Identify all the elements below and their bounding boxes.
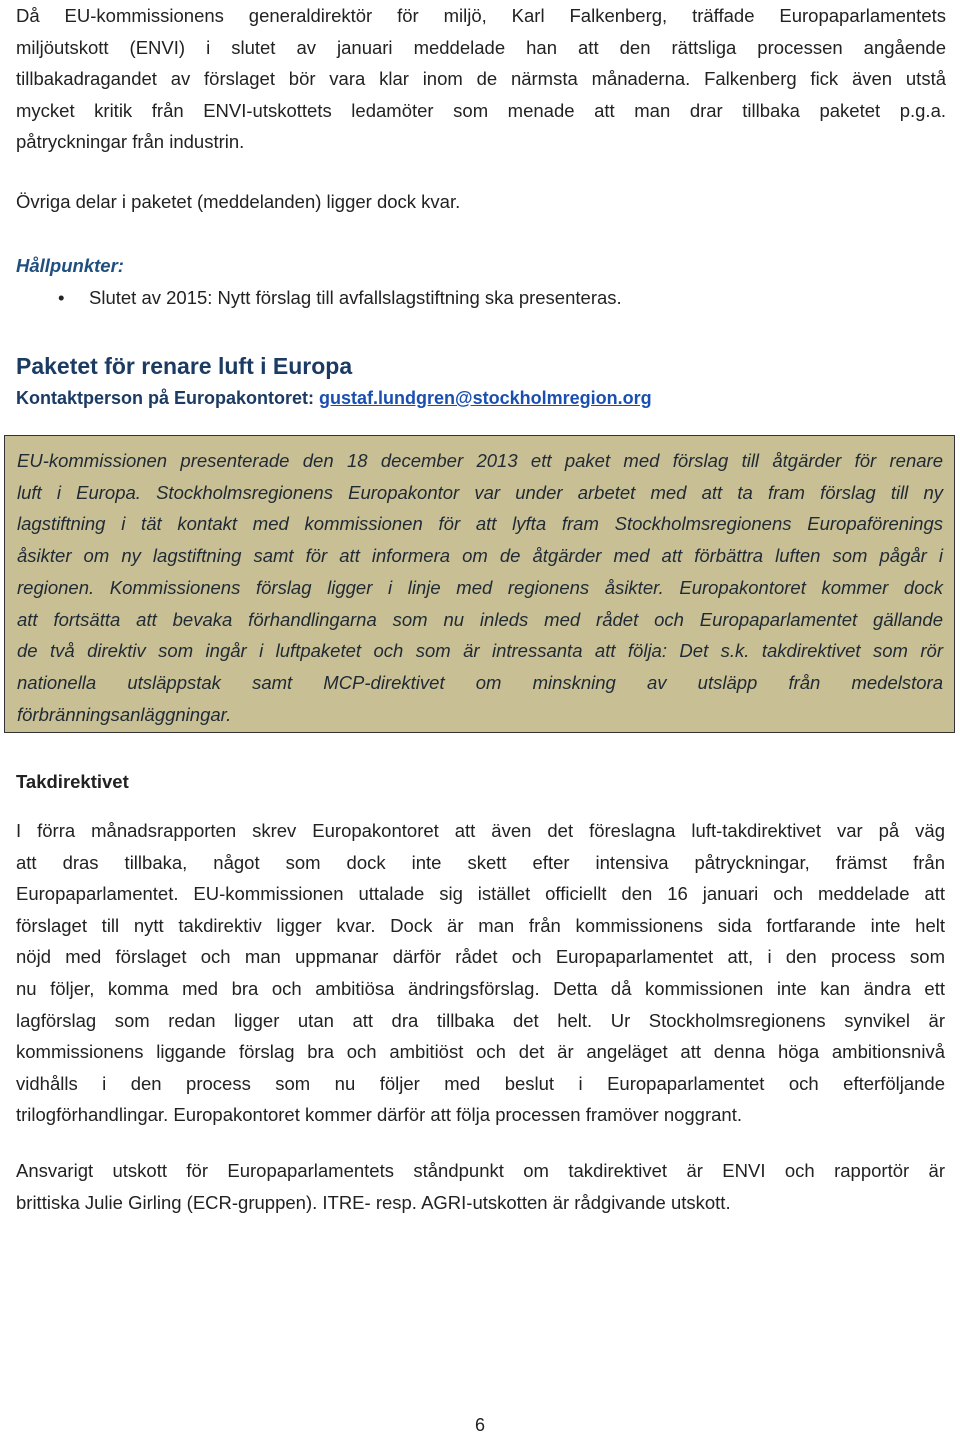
summary-line: luft i Europa. Stockholmsregionens Europakontor var under arbetet med att ta fram förslag till ny <box>17 481 943 503</box>
summary-box <box>4 435 955 733</box>
body-line: Europaparlamentet. EU-kommissionen uttalade sig istället officiellt den 16 januari och meddelade att <box>16 883 945 905</box>
intro-line: mycket kritik från ENVI-utskottets ledamöter som menade att man drar tillbaka paketet p.g.a. <box>16 99 946 121</box>
page-number: 6 <box>474 1415 485 1435</box>
contact-person-line <box>16 383 652 413</box>
intro-line: miljöutskott (ENVI) i slutet av januari meddelade han att den rättsliga processen angående <box>16 36 946 58</box>
body-line: nöjd med förslaget och man uppmanar därför rådet och Europaparlamentet att, i den process som <box>16 946 945 968</box>
intro-line: Då EU-kommissionens generaldirektör för miljö, Karl Falkenberg, träffade Europaparlamentets <box>16 5 946 26</box>
intro-paragraph <box>16 0 946 158</box>
body-line: Ansvarigt utskott för Europaparlamentets ståndpunkt om takdirektivet är ENVI och rapportör är <box>16 1160 945 1181</box>
section-title: Paketet för renare luft i Europa <box>16 353 353 379</box>
summary-box-text <box>17 445 943 730</box>
responsible-committee-paragraph <box>16 1155 945 1218</box>
intro-line: påtryckningar från industrin. <box>16 131 245 152</box>
takdirektivet-paragraph <box>16 815 945 1131</box>
takdirektivet-heading: Takdirektivet <box>16 771 129 792</box>
remaining-parts-note: Övriga delar i paketet (meddelanden) ligger dock kvar. <box>16 191 461 212</box>
summary-line: nationella utsläppstak samt MCP-direktivet om minskning av utsläpp från medelstora <box>17 671 943 693</box>
body-line: kommissionens liggande förslag bra och ambitiöst och det är angeläget att denna höga ambitionsnivå <box>16 1041 945 1063</box>
contact-label: Kontaktperson på Europakontoret: <box>16 388 315 408</box>
summary-line: åsikter om ny lagstiftning samt för att informera om de åtgärder med att förbättra luften som pågår i <box>17 545 943 567</box>
body-line: nu följer, komma med bra och ambitiösa ändringsförslag. Detta då kommissionen inte kan ändra ett <box>16 977 945 999</box>
bullet-icon: • <box>58 287 65 308</box>
summary-line: EU-kommissionen presenterade den 18 december 2013 ett paket med förslag till åtgärder för renare <box>17 450 943 471</box>
body-line: lagförslag som redan ligger utan att dra tillbaka det helt. Ur Stockholmsregionens synvikel är <box>16 1009 945 1031</box>
intro-line: tillbakadragandet av förslaget bör vara klar inom de närmsta månaderna. Falkenberg fick även utstå <box>16 68 946 89</box>
summary-line: att fortsätta att bevaka förhandlingarna som nu inleds med rådet och Europaparlamentet gällande <box>17 608 943 630</box>
body-line: brittiska Julie Girling (ECR-gruppen). ITRE- resp. AGRI-utskotten är rådgivande utskott. <box>16 1191 731 1213</box>
summary-line: förbränningsanläggningar. <box>17 703 232 725</box>
body-line: att dras tillbaka, något som dock inte skett efter intensiva påtryckningar, främst från <box>16 851 945 873</box>
body-line: trilogförhandlingar. Europakontoret kommer därför att följa processen framöver noggrant. <box>16 1104 742 1126</box>
body-line: förslaget till nytt takdirektiv ligger kvar. Dock är man från kommissionens sida fortfarande inte helt <box>16 914 945 936</box>
milestones-label: Hållpunkter: <box>16 255 124 276</box>
body-line: vidhålls i den process som nu följer med beslut i Europaparlamentet och efterföljande <box>16 1072 945 1094</box>
body-line: I förra månadsrapporten skrev Europakontoret att även det föreslagna luft-takdirektivet var på väg <box>16 820 945 841</box>
contact-email-link[interactable]: gustaf.lundgren@stockholmregion.org <box>319 388 652 408</box>
summary-line: de två direktiv som ingår i luftpaketet och som är intressanta att följa: Det s.k. takdirektivet som rör <box>17 640 943 662</box>
summary-line: regionen. Kommissionens förslag ligger i linje med regionens åsikter. Europakontoret kommer dock <box>17 576 943 598</box>
summary-line: lagstiftning i tät kontakt med kommissionen för att lyfta fram Stockholmsregionens Europaförenings <box>17 513 943 535</box>
milestone-text: Slutet av 2015: Nytt förslag till avfallslagstiftning ska presenteras. <box>89 287 622 308</box>
